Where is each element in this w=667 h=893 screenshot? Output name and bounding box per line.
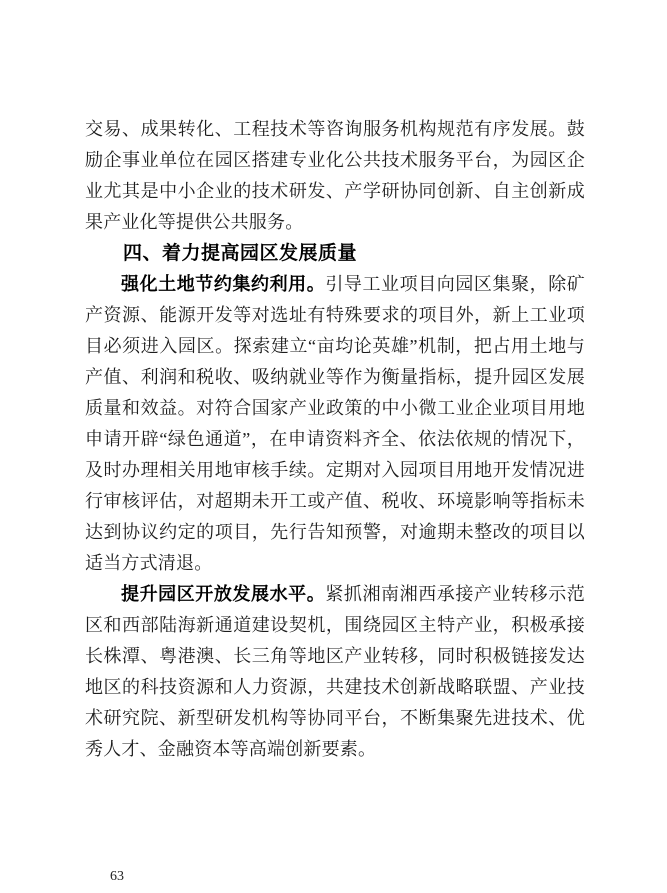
- paragraph-land-use-text: 引导工业项目向园区集聚，除矿产资源、能源开发等对选址有特殊要求的项目外，新上工业项目必须进入园区。探索建立“亩均论英雄”机制，把占用土地与产值、利润和税收、吸纳就业等作为衡量指标，提升园区发展质量和效益。对符合国家产业政策的中小微工业企业项目用地申请开辟“绿色通道”，在申请资料齐全、依法依规的情况下，及时办理相关用地审核手续。定期对入园项目用地开发情况进行审核评估，对超期未开工或产值、税收、环境影响等指标未达到协议约定的项目，先行告知预警，对逾期未整改的项目以适当方式清退。: [85, 274, 585, 573]
- section-heading: 四、着力提高园区发展质量: [123, 243, 358, 264]
- page-content: [85, 114, 585, 765]
- paragraph-open-development-lead: 提升园区开放发展水平。: [121, 584, 326, 604]
- paragraph-open-development-text: 紧抓湘南湘西承接产业转移示范区和西部陆海新通道建设契机，围绕园区主特产业，积极承接长株潭、粤港澳、长三角等地区产业转移，同时积极链接发达地区的科技资源和人力资源，共建技术创新战略联盟、产业技术研究院、新型研发机构等协同平台，不断集聚先进技术、优秀人才、金融资本等高端创新要素。: [85, 584, 585, 759]
- paragraph-land-use: [85, 269, 585, 579]
- paragraph-land-use-lead: 强化土地节约集约利用。: [121, 274, 326, 294]
- paragraph-continuation: 交易、成果转化、工程技术等咨询服务机构规范有序发展。鼓励企事业单位在园区搭建专业化公共技术服务平台，为园区企业尤其是中小企业的技术研发、产学研协同创新、自主创新成果产业化等提供公共服务。: [85, 119, 585, 232]
- page-number: 63: [110, 869, 124, 884]
- paragraph-open-development: [85, 579, 585, 765]
